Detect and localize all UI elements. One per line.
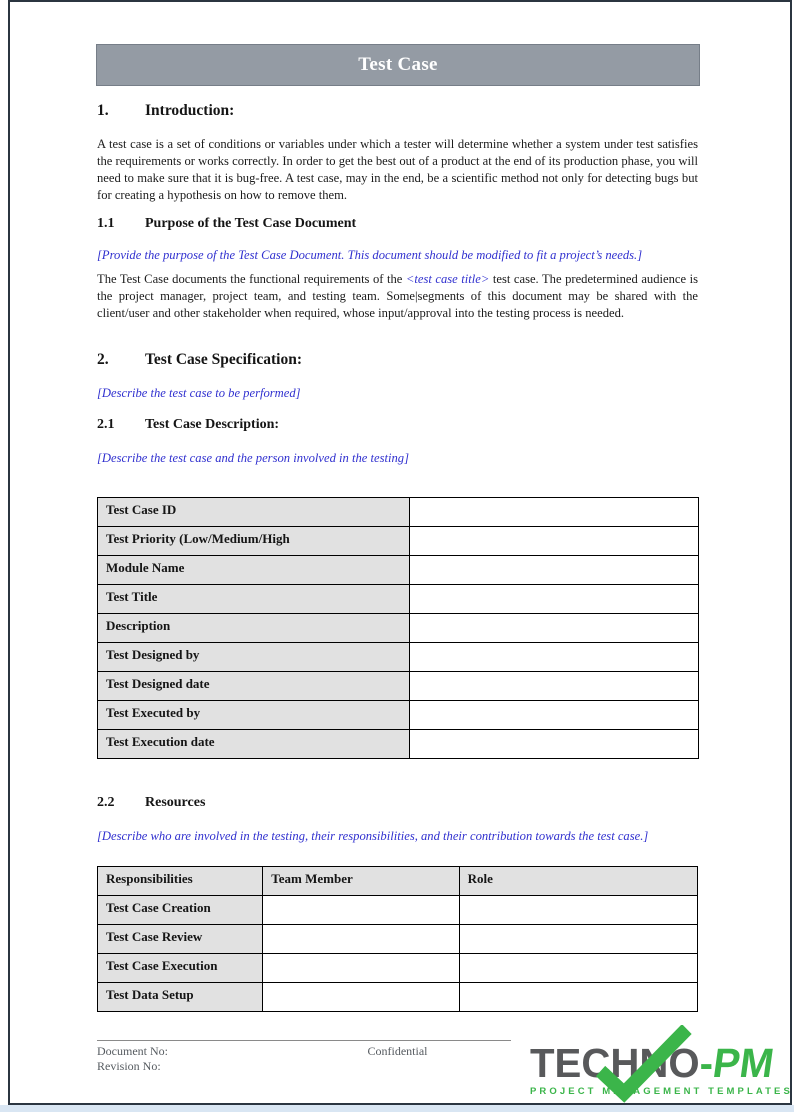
spec-label-cell: Description [98, 614, 410, 643]
spec-label-cell: Test Title [98, 585, 410, 614]
table-row [98, 896, 698, 925]
heading-purpose [97, 216, 698, 232]
resources-header-cell: Team Member [263, 867, 459, 896]
heading-text: Test Case Description: [145, 417, 280, 432]
spec-label-cell: Test Designed date [98, 672, 410, 701]
purpose-placeholder-note: [Provide the purpose of the Test Case Document. This document should be modified to fit a project’s needs.] [97, 248, 643, 262]
test-case-title-placeholder: <test case title> [405, 272, 490, 286]
resources-table [97, 866, 698, 1012]
spec-label-cell: Test Executed by [98, 701, 410, 730]
spec-label-cell: Test Priority (Low/Medium/High [98, 527, 410, 556]
table-header-row [98, 867, 698, 896]
heading-text: Introduction: [145, 102, 235, 119]
team-member-cell[interactable] [263, 925, 459, 954]
team-member-cell[interactable] [263, 896, 459, 925]
table-row [98, 527, 699, 556]
team-member-cell[interactable] [263, 983, 459, 1012]
table-row [98, 585, 699, 614]
role-cell[interactable] [459, 925, 697, 954]
specification-placeholder-note: [Describe the test case to be performed] [97, 386, 301, 400]
heading-text: Purpose of the Test Case Document [145, 216, 357, 231]
heading-number: 2.1 [97, 417, 115, 432]
revision-no-label: Revision No: [97, 1059, 161, 1073]
paragraph-text: The Test Case documents the functional requirements of the [97, 272, 406, 286]
heading-number: 1. [97, 102, 109, 119]
document-title: Test Case [358, 54, 438, 75]
spec-value-cell[interactable] [410, 498, 699, 527]
responsibility-label-cell: Test Case Review [98, 925, 263, 954]
heading-description [97, 417, 698, 433]
heading-specification [97, 351, 698, 369]
spec-value-cell[interactable] [410, 643, 699, 672]
table-row [98, 498, 699, 527]
spec-value-cell[interactable] [410, 730, 699, 759]
spec-label-cell: Test Execution date [98, 730, 410, 759]
spec-value-cell[interactable] [410, 701, 699, 730]
heading-text: Test Case Specification: [145, 351, 302, 368]
table-row [98, 954, 698, 983]
logo-name-text: TECHNO [530, 1040, 700, 1086]
test-case-spec-table [97, 497, 699, 759]
table-row [98, 614, 699, 643]
paragraph-text: test case. The predetermined audience is the project manager, project team, and testing team. Some|segments of this document may be shared with the client/user and other stakeholder when required, whose input/approval into the testing process is needed. [97, 272, 698, 320]
logo-dash: - [699, 1040, 714, 1086]
table-row [98, 672, 699, 701]
table-row [98, 983, 698, 1012]
role-cell[interactable] [459, 896, 697, 925]
spec-value-cell[interactable] [410, 614, 699, 643]
spec-label-cell: Test Case ID [98, 498, 410, 527]
techno-pm-logo [530, 1040, 793, 1097]
logo-tagline: PROJECT MANAGEMENT TEMPLATES [530, 1086, 793, 1097]
resources-placeholder-note: [Describe who are involved in the testing, their responsibilities, and their contribution towards the test case.] [97, 829, 649, 843]
responsibility-label-cell: Test Case Execution [98, 954, 263, 983]
spec-value-cell[interactable] [410, 556, 699, 585]
logo-suffix-text: PM [709, 1040, 777, 1086]
document-no-label: Document No: [97, 1044, 168, 1058]
resources-header-cell: Role [459, 867, 697, 896]
confidential-label: Confidential [367, 1044, 428, 1058]
heading-number: 2.2 [97, 795, 115, 810]
heading-number: 1.1 [97, 216, 115, 231]
team-member-cell[interactable] [263, 954, 459, 983]
responsibility-label-cell: Test Data Setup [98, 983, 263, 1012]
page-bottom-strip [0, 1105, 794, 1112]
role-cell[interactable] [459, 983, 697, 1012]
spec-value-cell[interactable] [410, 585, 699, 614]
footer-divider [97, 1040, 511, 1041]
heading-introduction [97, 102, 698, 120]
table-row [98, 556, 699, 585]
table-row [98, 701, 699, 730]
introduction-paragraph: A test case is a set of conditions or variables under which a tester will determine whether a system under test satisfies the requirements or works correctly. In order to get the best out of a product at the end of its production phase, you will need to make sure that it is bug-free. A test case, may in the end, be a scientific method not only for detecting bugs but for creating a hypothesis on how to remove them. [97, 137, 698, 202]
heading-number: 2. [97, 351, 109, 368]
spec-label-cell: Test Designed by [98, 643, 410, 672]
purpose-paragraph [97, 271, 698, 322]
heading-text: Resources [145, 795, 206, 810]
description-placeholder-note: [Describe the test case and the person involved in the testing] [97, 451, 409, 465]
resources-header-cell: Responsibilities [98, 867, 263, 896]
logo-wordmark [530, 1041, 781, 1085]
table-row [98, 643, 699, 672]
spec-value-cell[interactable] [410, 672, 699, 701]
table-row [98, 730, 699, 759]
spec-label-cell: Module Name [98, 556, 410, 585]
document-title-bar [96, 44, 700, 86]
table-row [98, 925, 698, 954]
responsibility-label-cell: Test Case Creation [98, 896, 263, 925]
role-cell[interactable] [459, 954, 697, 983]
heading-resources [97, 795, 698, 811]
spec-value-cell[interactable] [410, 527, 699, 556]
